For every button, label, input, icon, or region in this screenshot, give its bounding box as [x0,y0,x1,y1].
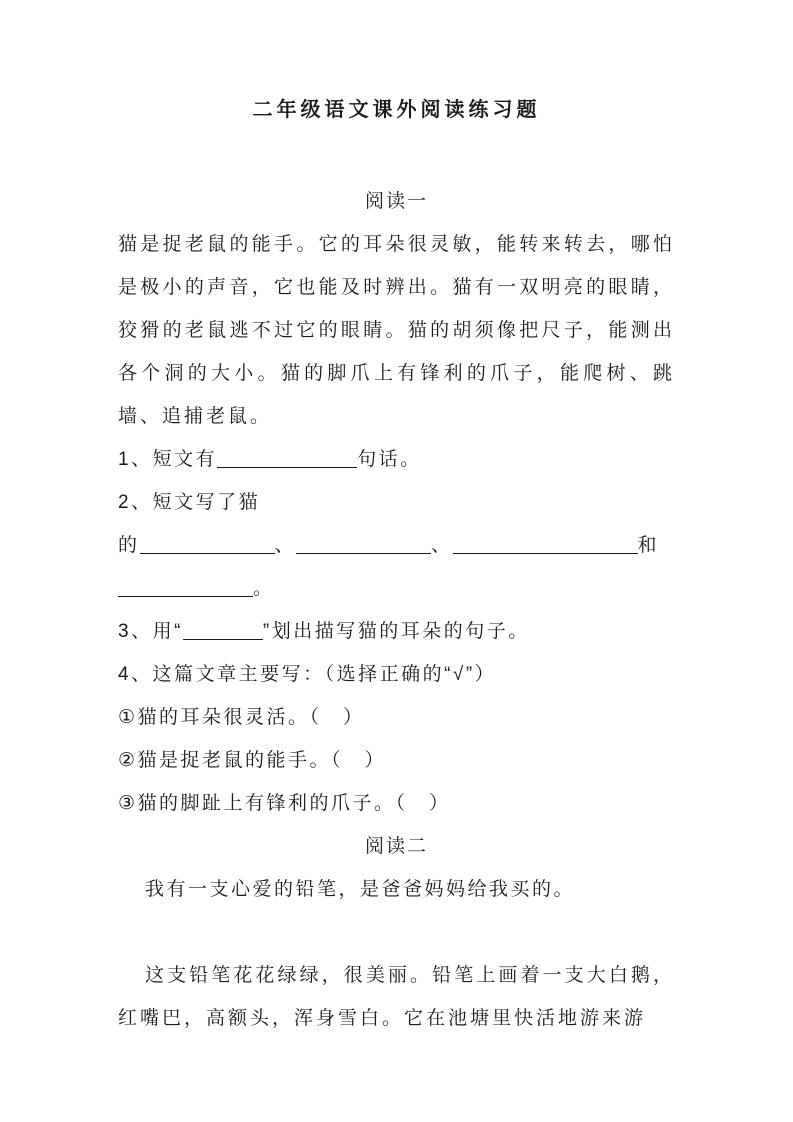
option-3-line: ③猫的脚趾上有锋利的爪子。（ ） [118,793,451,814]
question2-fill-line [118,524,675,567]
reading1-heading: 阅读一 [364,191,428,212]
reading2-paragraph-1: 我有一支心爱的铅笔，是爸爸妈妈给我买的。 [145,879,576,900]
reading2-paragraph-2: 这支铅笔花花绿绿，很美丽。铅笔上画着一支大白鹅，红嘴巴，高额头，浑身雪白。它在池塘里快活地游来游 [118,965,675,1029]
reading1-passage: 猫是捉老鼠的能手。它的耳朵很灵敏，能转来转去，哪怕是极小的声音，它也能及时辨出。猫有一双明亮的眼睛，狡猾的老鼠逃不过它的眼睛。猫的胡须像把尺子，能测出各个洞的大小。猫的脚爪上有锋利的爪子，能爬树、跳墙、追捕老鼠。 [118,234,675,427]
question2-stem: 2、短文写了猫 [118,492,261,513]
question3-post-text: ”划出描写猫的耳朵的句子。 [262,621,530,642]
question2-continuation-line [118,567,675,610]
question2-conjunction-text: 和 [637,535,660,556]
question1-pre-text: 1、短文有 [118,449,218,470]
question2-separator-1: 、 [274,535,297,556]
question2-separator-2: 、 [431,535,453,556]
option-1-line: ①猫的耳朵很灵活。（ ） [118,707,365,728]
option-2-line: ②猫是捉老鼠的能手。（ ） [118,750,387,771]
question2-period-text: 。 [253,578,275,599]
question1-post-text: 句话。 [357,449,422,470]
question1-answer-blank[interactable] [217,447,357,468]
question4-line: 4、这篇文章主要写：（选择正确的“√”） [118,664,497,685]
reading2-heading: 阅读二 [364,836,428,857]
question2-answer-blank-2[interactable] [296,533,431,554]
question2-answer-blank-4[interactable] [118,576,253,597]
question3-answer-blank[interactable] [183,619,263,640]
question2-pre-text: 的 [118,535,140,556]
question3-pre-text: 3、用“ [118,621,183,642]
blank-line [118,911,675,954]
question3-line [118,610,675,653]
question1-line [118,438,675,481]
document-title: 二年级语文课外阅读练习题 [252,99,541,121]
question2-answer-blank-1[interactable] [140,533,275,554]
question2-answer-blank-3[interactable] [453,533,638,554]
